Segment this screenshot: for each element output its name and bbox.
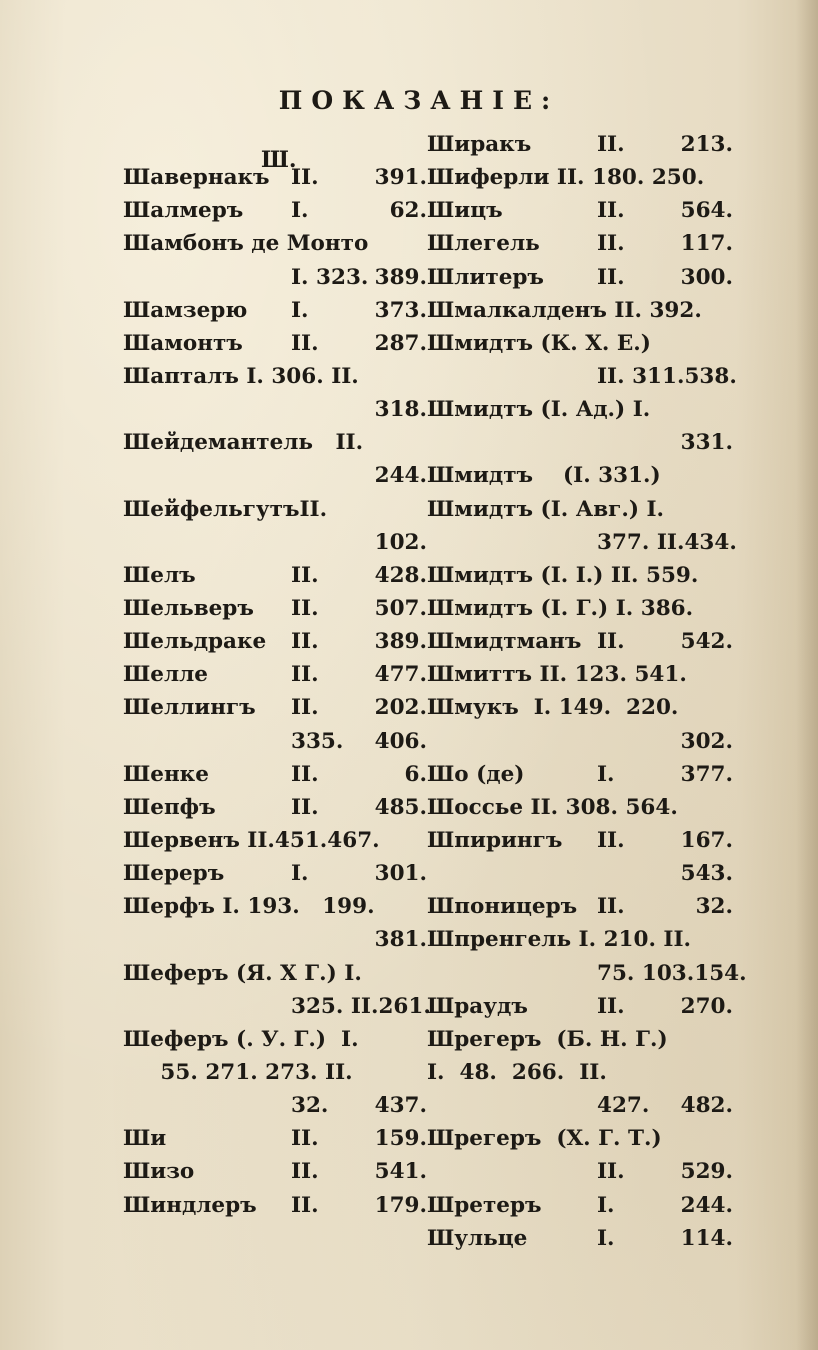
entry-page: 538. <box>684 363 737 389</box>
entry-volume: II. <box>291 562 319 588</box>
entry-volume: II. <box>291 1159 319 1185</box>
index-line <box>427 990 733 1023</box>
entry-page: 167. <box>680 827 733 853</box>
entry-name: Шейфельгутъ <box>123 496 300 522</box>
index-line <box>123 824 427 857</box>
entry-name: Шенке <box>123 761 209 787</box>
entry-name: Шульце <box>427 1225 528 1251</box>
entry-page: 485. <box>374 794 427 820</box>
entry-page: 102. <box>374 529 427 555</box>
index-line <box>123 261 427 294</box>
entry-page: 434. <box>684 529 737 555</box>
entry-page: 428. <box>374 562 427 588</box>
section-letter-row <box>123 128 427 173</box>
entry-volume: II. <box>597 198 625 224</box>
index-line <box>427 426 733 459</box>
entry-text: Шмидтъ (I. I.) II. 559. <box>427 562 699 588</box>
entry-page: 62. <box>389 198 427 224</box>
entry-volume: 377. II. <box>597 529 685 555</box>
index-line <box>427 1089 733 1122</box>
index-line <box>427 725 733 758</box>
index-line <box>427 559 733 592</box>
index-line <box>427 360 737 393</box>
entry-page: 529. <box>680 1159 733 1185</box>
entry-page: 213. <box>680 132 733 157</box>
entry-volume: 32. <box>291 1093 329 1119</box>
index-line <box>427 393 733 426</box>
entry-volume: II. <box>597 993 625 1019</box>
entry-page: 244. <box>680 1192 733 1218</box>
index-line <box>123 1122 427 1155</box>
index-line <box>427 128 733 161</box>
index-line <box>427 758 733 791</box>
entry-page: 381. <box>374 927 427 953</box>
entry-volume: 335. <box>291 728 344 754</box>
entry-text: Шмидтъ (I. Г.) I. 386. <box>427 595 694 621</box>
entry-text: Шрегеръ (Б. Н. Г.) <box>427 1026 668 1052</box>
index-line <box>123 957 427 990</box>
entry-text: Шмидтъ (I. 331.) <box>427 463 661 489</box>
index-line <box>123 691 427 724</box>
entry-page: 179. <box>374 1192 427 1218</box>
entry-text: Шмидтъ (I. Авг.) I. <box>427 496 665 522</box>
entry-text: Шейдемантель II. <box>123 430 364 456</box>
entry-page: 437. <box>374 1093 427 1119</box>
index-line <box>427 957 747 990</box>
entry-name: Шамзерю <box>123 297 248 323</box>
index-line <box>123 658 427 691</box>
index-line <box>427 526 737 559</box>
index-line <box>123 592 427 625</box>
entry-text: Шерфъ I. 193. 199. <box>123 894 375 920</box>
entry-text: Шервенъ II.451.467. <box>123 827 380 853</box>
index-line <box>123 294 427 327</box>
entry-volume: I. 323. <box>291 264 369 290</box>
entry-text: Шмукъ I. 149. 220. <box>427 695 679 721</box>
entry-name: Шавернакъ <box>123 165 270 191</box>
entry-volume: II. <box>291 794 319 820</box>
index-line <box>123 625 427 658</box>
entry-name: Шепфъ <box>123 794 216 820</box>
entry-name: Шамонтъ <box>123 330 243 356</box>
entry-volume: II. <box>291 629 319 655</box>
index-line <box>123 1056 427 1089</box>
index-line <box>427 857 733 890</box>
entry-page: 391. <box>374 165 427 191</box>
entry-volume: II. <box>291 662 319 688</box>
entry-text: Шрегеръ (Х. Г. Т.) <box>427 1126 662 1152</box>
index-line <box>123 923 427 956</box>
index-line <box>427 890 733 923</box>
entry-text: Шапталъ I. 306. II. <box>123 363 359 389</box>
entry-name: Шельдраке <box>123 629 267 655</box>
entry-name: Шлегель <box>427 231 540 257</box>
entry-volume: I. <box>597 761 615 787</box>
entry-volume: II. <box>291 595 319 621</box>
entry-volume: II. 311. <box>597 363 685 389</box>
index-line <box>123 426 427 459</box>
entry-page: 270. <box>680 993 733 1019</box>
index-line <box>427 1155 733 1188</box>
entry-page: 287. <box>374 330 427 356</box>
entry-page: 406. <box>374 728 427 754</box>
entry-text: Шпренгель I. 210. II. <box>427 927 692 953</box>
entry-page: 261. <box>378 993 431 1019</box>
entry-volume: II. <box>291 1126 319 1152</box>
index-line <box>427 791 733 824</box>
index-line <box>123 1189 427 1222</box>
index-line <box>123 393 427 426</box>
entry-page: 300. <box>680 264 733 290</box>
right-entries <box>427 128 747 1255</box>
entry-page: 202. <box>374 695 427 721</box>
entry-volume: II. <box>597 827 625 853</box>
entry-name: Шраудъ <box>427 993 528 1019</box>
entry-volume: II. <box>291 761 319 787</box>
index-line <box>123 493 427 526</box>
index-line <box>123 725 427 758</box>
index-line <box>427 625 733 658</box>
entry-name: Шлитеръ <box>427 264 544 290</box>
entry-name: Ширакъ <box>427 132 532 157</box>
entry-name: Шретеръ <box>427 1192 542 1218</box>
index-line <box>427 691 733 724</box>
page-edge-shadow <box>796 0 818 1350</box>
entry-volume: II. <box>597 1159 625 1185</box>
page-title: ПОКАЗАНІЕ: <box>278 86 560 115</box>
index-line <box>427 1122 733 1155</box>
entry-volume: II. <box>597 231 625 257</box>
entry-page: 543. <box>680 861 733 887</box>
index-line <box>123 559 427 592</box>
entry-page: 389. <box>374 264 427 290</box>
index-line <box>123 526 427 559</box>
index-line <box>123 227 427 260</box>
index-line <box>123 890 427 923</box>
index-line <box>123 1023 427 1056</box>
left-column <box>123 128 431 1222</box>
entry-volume: I. <box>291 297 309 323</box>
entry-page: 114. <box>680 1225 733 1251</box>
entry-page: 482. <box>680 1093 733 1119</box>
entry-page: 318. <box>374 397 427 423</box>
entry-text: 55. 271. 273. II. <box>123 1059 353 1085</box>
index-line <box>123 758 427 791</box>
index-line <box>427 227 733 260</box>
right-column <box>427 128 747 1255</box>
entry-text: Шмидтъ (К. Х. Е.) <box>427 330 651 356</box>
index-line <box>123 990 431 1023</box>
entry-name: Шелъ <box>123 562 196 588</box>
index-line <box>427 1023 733 1056</box>
entry-text: Шеферъ (. У. Г.) I. <box>123 1026 359 1052</box>
index-line <box>427 194 733 227</box>
entry-name: Шицъ <box>427 198 503 224</box>
index-line <box>427 294 733 327</box>
entry-name: Шельверъ <box>123 595 254 621</box>
entry-page: 377. <box>680 761 733 787</box>
index-line <box>427 1056 733 1089</box>
section-letter: Ш. <box>261 147 297 173</box>
entry-volume: 427. <box>597 1093 650 1119</box>
index-line <box>123 360 427 393</box>
entry-volume: II. <box>291 1192 319 1218</box>
index-line <box>427 493 733 526</box>
index-line <box>427 824 733 857</box>
entry-volume: I. <box>291 861 309 887</box>
index-line <box>123 327 427 360</box>
entry-name: Шпоницеръ <box>427 894 578 920</box>
entry-volume: II. <box>597 132 625 157</box>
entry-name: Шизо <box>123 1159 195 1185</box>
entry-volume: II. <box>597 894 625 920</box>
entry-name: Шиндлеръ <box>123 1192 257 1218</box>
entry-text: Шамбонъ де Монто <box>123 231 369 257</box>
entry-page: 507. <box>374 595 427 621</box>
entry-name: Шелле <box>123 662 208 688</box>
entry-page: 244. <box>374 463 427 489</box>
index-line <box>427 261 733 294</box>
entry-volume: 75. 103. <box>597 960 695 986</box>
entry-volume: II. <box>291 165 319 191</box>
left-entries <box>123 161 431 1222</box>
entry-text: Шмиттъ II. 123. 541. <box>427 662 687 688</box>
entry-page: 32. <box>695 894 733 920</box>
index-line <box>427 327 733 360</box>
entry-text: Шоссье II. 308. 564. <box>427 794 678 820</box>
entry-volume: II. <box>291 330 319 356</box>
index-line <box>123 194 427 227</box>
entry-page: 331. <box>680 430 733 456</box>
entry-text: Шмалкалденъ II. 392. <box>427 297 702 323</box>
index-line <box>427 592 733 625</box>
entry-text: I. 48. 266. II. <box>427 1059 607 1085</box>
entry-name: Шо (де) <box>427 761 525 787</box>
index-line <box>123 857 427 890</box>
entry-text: Шмидтъ (I. Ад.) I. <box>427 397 651 423</box>
entry-page: 159. <box>374 1126 427 1152</box>
entry-page: 389. <box>374 629 427 655</box>
entry-volume: II. <box>291 695 319 721</box>
index-line <box>427 1189 733 1222</box>
entry-name: Шпирингъ <box>427 827 563 853</box>
index-line <box>427 161 733 194</box>
entry-page: 302. <box>680 728 733 754</box>
entry-name: Шеллингъ <box>123 695 256 721</box>
index-line <box>427 1222 733 1255</box>
entry-volume: I. <box>291 198 309 224</box>
index-line <box>123 1155 427 1188</box>
entry-name: Ши <box>123 1126 167 1152</box>
index-line <box>123 791 427 824</box>
entry-page: 117. <box>680 231 733 257</box>
entry-page: 541. <box>374 1159 427 1185</box>
entry-name: Шалмеръ <box>123 198 244 224</box>
entry-page: 301. <box>374 861 427 887</box>
entry-volume: I. <box>597 1225 615 1251</box>
entry-page: 6. <box>404 761 427 787</box>
entry-page: 373. <box>374 297 427 323</box>
entry-volume: II. <box>597 629 625 655</box>
entry-name: Шереръ <box>123 861 225 887</box>
index-line <box>123 1089 427 1122</box>
entry-page: 564. <box>680 198 733 224</box>
entry-name: Шмидтманъ <box>427 629 582 655</box>
entry-text: Шеферъ (Я. Х Г.) I. <box>123 960 362 986</box>
entry-volume: I. <box>597 1192 615 1218</box>
entry-page: 154. <box>694 960 747 986</box>
entry-page: 477. <box>374 662 427 688</box>
index-line <box>123 459 427 492</box>
entry-text: Шиферли II. 180. 250. <box>427 165 705 191</box>
entry-volume: 325. II. <box>291 993 379 1019</box>
entry-page: 542. <box>680 629 733 655</box>
index-line <box>427 923 733 956</box>
entry-volume: II. <box>597 264 625 290</box>
index-line <box>427 459 733 492</box>
entry-volume: II. <box>299 496 328 522</box>
index-line <box>427 658 733 691</box>
